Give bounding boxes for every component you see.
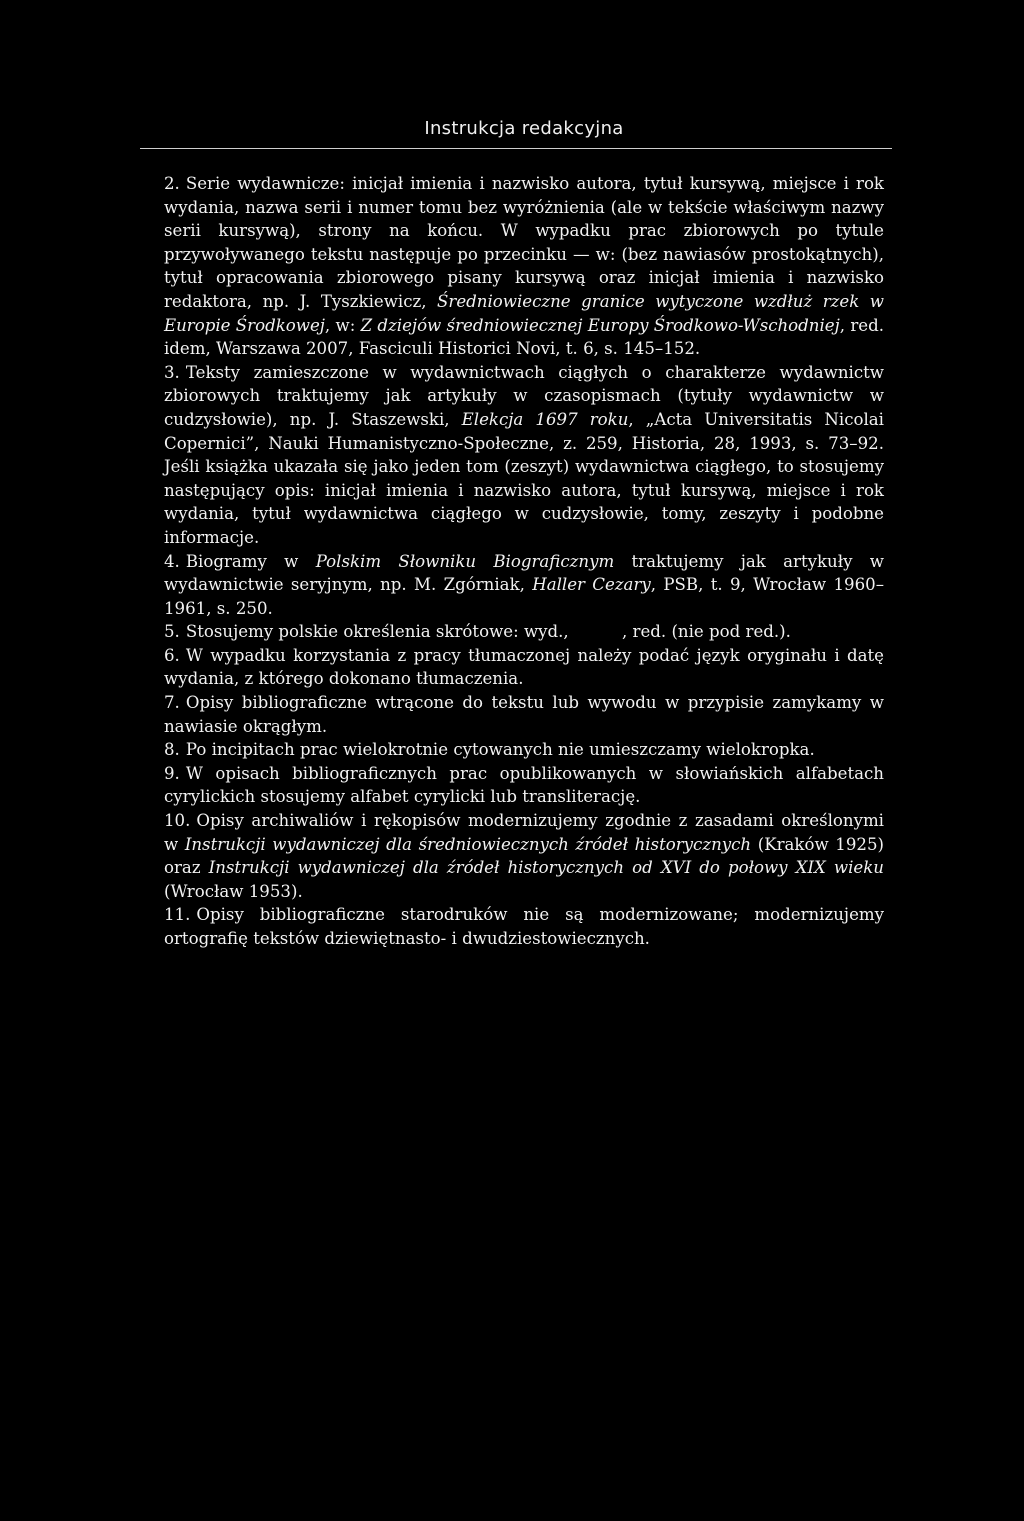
item-text: (Kraków 1925) oraz — [164, 834, 884, 878]
item-number: 10. — [164, 811, 191, 831]
item-text: , PSB, t. 9, Wrocław 1960–1961, s. 250. — [164, 575, 884, 618]
item-text: , red. idem, Warszawa 2007, Fasciculi Historici Novi, t. 6, s. 145–152. — [164, 315, 884, 359]
paragraph-item-5 — [164, 620, 884, 644]
italic-title: Elekcja 1697 roku — [461, 409, 629, 429]
item-number: 3. — [164, 362, 180, 382]
paragraph-item-10 — [164, 809, 884, 903]
item-text: traktujemy jak artykuły w wydawnictwie seryjnym, np. M. Zgórniak, — [164, 551, 884, 595]
italic-title: Średniowieczne granice wytyczone wzdłuż rzek w Europie Środkowej — [164, 291, 884, 335]
item-text: Opisy bibliograficzne wtrącone do tekstu lub wywodu w przypisie zamykamy w nawiasie okrągłym. — [164, 693, 884, 736]
paragraph-item-8 — [164, 738, 884, 762]
header-rule — [140, 148, 892, 149]
item-text: Teksty zamieszczone w wydawnictwach ciągłych o charakterze wydawnictw zbiorowych traktujemy jak artykuły w czasopismach (tytuły wydawnictw w cudzysłowie), np. J. Staszewski, — [164, 362, 884, 429]
item-number: 6. — [164, 645, 180, 665]
paragraph-item-2 — [164, 172, 884, 361]
item-text: Opisy archiwaliów i rękopisów modernizujemy zgodnie z zasadami określonymi w — [164, 811, 884, 854]
item-text: Serie wydawnicze: inicjał imienia i nazwisko autora, tytuł kursywą, miejsce i rok wydania, nazwa serii i numer tomu bez wyróżnienia (ale w tekście właściwym nazwy serii kursywą), strony na końcu. W wypadku prac zbiorowych po tytule przywoływanego tekstu następuje po przecinku — w: (bez nawiasów prostokątnych), tytuł opracowania zbiorowego pisany kursywą oraz inicjał imienia i nazwisko redaktora, np. J. Tyszkiewicz, — [164, 174, 884, 311]
italic-title: Haller Cezary — [532, 575, 651, 595]
item-number: 11. — [164, 905, 191, 925]
item-number: 2. — [164, 174, 180, 193]
item-number: 8. — [164, 740, 180, 760]
item-text: (Wrocław 1953). — [164, 881, 303, 901]
paragraph-item-6 — [164, 644, 884, 691]
item-text: Biogramy w — [185, 551, 316, 571]
paragraph-item-7 — [164, 691, 884, 738]
paragraph-item-3 — [164, 361, 884, 550]
item-text: Stosujemy polskie określenia skrótowe: wyd., — [185, 622, 574, 642]
item-text: , red. (nie pod red.). — [621, 622, 791, 642]
item-number: 4. — [164, 551, 180, 571]
item-number: 9. — [164, 763, 180, 783]
instruction-body — [164, 172, 884, 951]
item-text: , w: — [324, 315, 361, 335]
running-head: Instrukcja redakcyjna — [424, 118, 624, 139]
item-text: Po incipitach prac wielokrotnie cytowanych nie umieszczamy wielokropka. — [185, 740, 815, 760]
paragraph-item-11 — [164, 903, 884, 950]
item-number: 7. — [164, 693, 180, 713]
item-text: , „Acta Universitatis Nicolai Copernici”, Nauki Humanistyczno-Społeczne, z. 259, Historia, 28, 1993, s. 73–92. Jeśli książka ukazała się jako jeden tom (zeszyt) wydawnictwa ciągłego, to stosujemy następujący opis: inicjał imienia i nazwisko autora, tytuł kursywą, miejsce i rok wydania, tytuł wydawnictwa ciągłego w cudzysłowie, tomy, zeszyty i podobne informacje. — [164, 409, 884, 547]
italic-title: Instrukcji wydawniczej dla źródeł historycznych od XVI do połowy XIX wieku — [208, 858, 884, 878]
paragraph-item-4 — [164, 550, 884, 621]
paragraph-item-9 — [164, 762, 884, 809]
item-number: 5. — [164, 622, 180, 642]
italic-title: Polskim Słowniku Biograficznym — [315, 551, 615, 571]
item-text: W opisach bibliograficznych prac opublikowanych w słowiańskich alfabetach cyrylickich stosujemy alfabet cyrylicki lub transliterację. — [164, 763, 884, 807]
item-text: W wypadku korzystania z pracy tłumaczonej należy podać język oryginału i datę wydania, z którego dokonano tłumaczenia. — [164, 645, 884, 689]
italic-title: Z dziejów średniowiecznej Europy Środkowo-Wschodniej — [360, 315, 840, 335]
item-text: Opisy bibliograficzne starodruków nie są modernizowane; modernizujemy ortografię tekstów dziewiętnasto- i dwudziestowiecznych. — [164, 905, 884, 948]
italic-title: Instrukcji wydawniczej dla średniowiecznych źródeł historycznych — [184, 834, 752, 854]
